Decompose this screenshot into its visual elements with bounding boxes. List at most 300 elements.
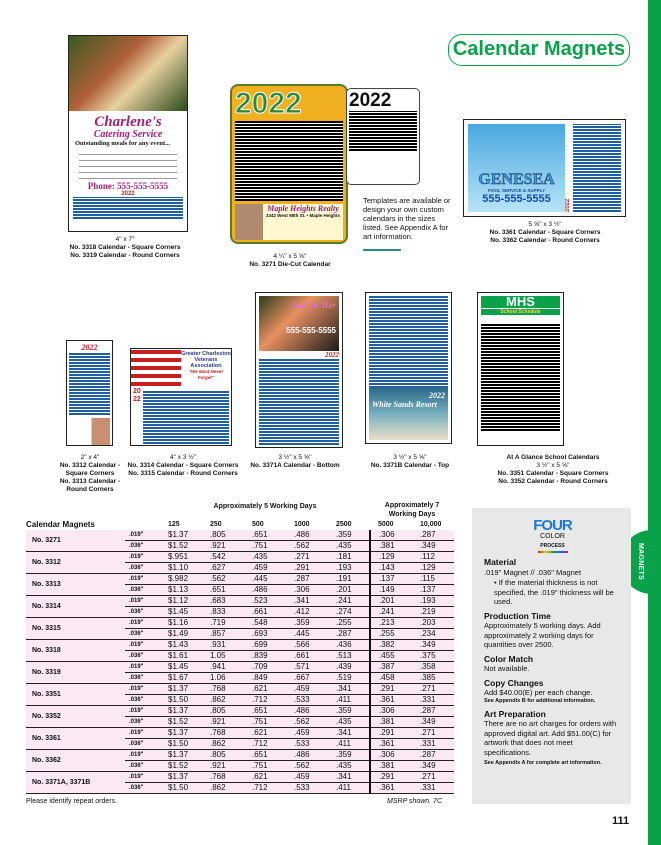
quantity-header: 250 (210, 521, 222, 529)
price-cell: 1.06 (202, 673, 244, 684)
price-cell: .683 (202, 596, 244, 607)
product-number: No. 3312 (26, 552, 125, 574)
color-match-heading: Color Match (484, 653, 534, 664)
price-cell: .455 (370, 651, 412, 662)
price-cell: .627 (202, 563, 244, 574)
price-cell: .143 (370, 563, 412, 574)
price-cell: .857 (202, 629, 244, 640)
product-image-genesea (463, 119, 626, 217)
price-cell: .562 (286, 717, 328, 728)
thickness: .036" (125, 563, 160, 574)
price-cell: $1.67 (160, 673, 202, 684)
price-cell: .712 (244, 783, 286, 794)
price-table (26, 500, 454, 794)
price-cell: $1.50 (160, 695, 202, 706)
material-heading: Material (484, 557, 517, 567)
caption-size: 4 ¼" x 5 ⅝" (273, 253, 307, 260)
templates-note: Templates are available or design your own custom calendars in the sizes listed. See Appendix A for art information. (363, 196, 451, 241)
art-preparation-text: There are no art charges for orders with approved digital art. Add $51.00(C) for artwork that does not meet specifications. (484, 719, 617, 757)
image-text: 2022 (349, 90, 392, 111)
price-cell: .661 (286, 651, 328, 662)
art-preparation-heading: Art Preparation (484, 708, 546, 719)
copy-changes-heading: Copy Changes (484, 677, 544, 688)
price-cell: .768 (202, 772, 244, 783)
price-cell: .712 (244, 695, 286, 706)
price-cell: $1.61 (160, 651, 202, 662)
thickness: .036" (125, 585, 160, 596)
caption-line: No. 3371B Calendar - Top (370, 462, 450, 469)
price-cell: .805 (202, 530, 244, 541)
price-cell: .439 (328, 662, 370, 673)
thickness: .019" (125, 596, 160, 607)
table-row (26, 574, 454, 585)
product-number: No. 3371A, 3371B (26, 772, 125, 794)
price-cell: .921 (202, 541, 244, 552)
price-cell: .219 (412, 607, 454, 618)
caption-line: No. 3361 Calendar - Square Corners (489, 229, 601, 236)
price-cell: .234 (412, 629, 454, 640)
price-cell: .849 (244, 673, 286, 684)
product-image-veterans (130, 348, 232, 446)
product-number: No. 3315 (26, 618, 125, 640)
price-cell: .129 (412, 563, 454, 574)
thickness: .036" (125, 739, 160, 750)
price-cell: .523 (244, 596, 286, 607)
price-cell: 1.05 (202, 651, 244, 662)
image-text: 2022 (429, 391, 445, 400)
price-cell: .533 (286, 783, 328, 794)
thickness: .019" (125, 706, 160, 717)
thickness: .036" (125, 717, 160, 728)
price-cell: .375 (412, 651, 454, 662)
image-text: Phone: 555-555-5555 (87, 181, 169, 191)
caption-line: No. 3352 Calendar - Round Corners (498, 478, 608, 485)
price-cell: .241 (328, 596, 370, 607)
page-number: 111 (612, 815, 630, 827)
caption-size: 2" x 4" (80, 454, 100, 461)
thickness: .036" (125, 651, 160, 662)
table-row (26, 706, 454, 717)
price-cell: .621 (244, 684, 286, 695)
image-text: 2022 (565, 198, 571, 212)
caption-line: No. 3312 Calendar - (59, 462, 121, 469)
price-cell: .359 (286, 618, 328, 629)
price-cell: .341 (286, 596, 328, 607)
product-number: No. 3351 (26, 684, 125, 706)
thickness: .036" (125, 541, 160, 552)
image-text: GENESEA (478, 171, 555, 188)
price-cell: $1.37 (160, 530, 202, 541)
price-cell: $1.45 (160, 607, 202, 618)
caption-line: No. 3313 Calendar - (59, 478, 121, 485)
product-image-maple-heights (230, 84, 348, 244)
image-text: 2022 (133, 388, 141, 403)
price-cell: .271 (286, 552, 328, 563)
price-cell: .862 (202, 739, 244, 750)
price-cell: .661 (244, 607, 286, 618)
product-image-white-sands (365, 292, 452, 444)
price-cell: $1.52 (160, 541, 202, 552)
price-cell: .486 (286, 706, 328, 717)
price-cell: .291 (370, 684, 412, 695)
table-row (26, 530, 454, 541)
price-cell: .751 (244, 541, 286, 552)
price-cell: .129 (370, 552, 412, 563)
table-row (26, 596, 454, 607)
product-image-mhs (477, 292, 564, 446)
price-cell: $1.37 (160, 728, 202, 739)
price-cell: .833 (202, 607, 244, 618)
table-row (26, 618, 454, 629)
image-text: 2342 West 98th St. • Maple Heights (265, 213, 340, 218)
price-cell: .381 (370, 717, 412, 728)
product-number: No. 3352 (26, 706, 125, 728)
price-cell: .411 (328, 695, 370, 706)
price-cell: .693 (244, 629, 286, 640)
price-cell: .306 (286, 585, 328, 596)
price-cell: .255 (370, 629, 412, 640)
material-text: .019" Magnet // .036" Magnet (484, 567, 582, 577)
table-row (26, 662, 454, 673)
price-cell: .287 (328, 629, 370, 640)
table-row (26, 640, 454, 651)
price-cell: .667 (286, 673, 328, 684)
copy-changes-text: Add $40.00(E) per each change. (484, 688, 593, 697)
material-bullet: • If the material thickness is not specified, the .019" thickness will be used. (494, 578, 614, 606)
price-cell: .255 (328, 618, 370, 629)
table-row (26, 552, 454, 563)
price-cell: .805 (202, 706, 244, 717)
price-cell: .291 (370, 772, 412, 783)
price-cell: $1.52 (160, 717, 202, 728)
thickness: .036" (125, 783, 160, 794)
price-cell: .751 (244, 717, 286, 728)
table-row (26, 684, 454, 695)
image-text: POOL SERVICE & SUPPLY (488, 188, 545, 193)
price-cell: .271 (412, 772, 454, 783)
price-cell: .533 (286, 695, 328, 706)
product-caption (345, 454, 475, 470)
price-cell: .533 (286, 739, 328, 750)
thickness: .019" (125, 574, 160, 585)
thickness: .019" (125, 552, 160, 563)
price-cell: .839 (244, 651, 286, 662)
thickness: .019" (125, 662, 160, 673)
image-text: 2022 (235, 87, 302, 120)
price-cell: .571 (286, 662, 328, 673)
caption-size: 4" x 7" (115, 236, 135, 243)
product-image-2x4 (66, 340, 113, 446)
thickness: .036" (125, 761, 160, 772)
price-cell: .361 (370, 695, 412, 706)
caption-line: Square Corners (65, 470, 115, 477)
price-cell: .436 (328, 640, 370, 651)
product-number: No. 3361 (26, 728, 125, 750)
thickness: .019" (125, 618, 160, 629)
group-header-7-days: Approximately 7 Working Days (384, 502, 440, 518)
product-caption (468, 454, 638, 486)
caption-line: No. 3314 Calendar - Square Corners (127, 462, 239, 469)
price-cell: $1.37 (160, 684, 202, 695)
quantity-header: 500 (252, 521, 264, 529)
table-row (26, 728, 454, 739)
production-heading: Production Time (484, 610, 551, 621)
logo-text: COLOR (540, 533, 565, 540)
price-cell: $1.43 (160, 640, 202, 651)
price-cell: .349 (412, 640, 454, 651)
price-cell: .712 (244, 739, 286, 750)
thickness: .036" (125, 695, 160, 706)
quantity-header: 10,000 (420, 521, 442, 529)
price-cell: .445 (244, 574, 286, 585)
price-cell: .149 (370, 585, 412, 596)
price-cell: .566 (286, 640, 328, 651)
price-cell: .651 (244, 750, 286, 761)
price-cell: .562 (202, 574, 244, 585)
price-cell: .213 (370, 618, 412, 629)
divider (363, 249, 401, 251)
product-number: No. 3313 (26, 574, 125, 596)
price-cell: .341 (328, 772, 370, 783)
image-text: School Schedule (481, 309, 560, 315)
table-title: Calendar Magnets (26, 520, 95, 530)
thickness: .036" (125, 673, 160, 684)
price-cell: .358 (412, 662, 454, 673)
price-cell: .805 (202, 750, 244, 761)
price-cell: .562 (286, 541, 328, 552)
image-text: Just for Her (290, 300, 336, 310)
thickness: .019" (125, 640, 160, 651)
caption-line: No. 3318 Calendar - Square Corners (69, 244, 181, 251)
price-cell: .435 (328, 717, 370, 728)
caption-title: At A Glance School Calendars (506, 454, 600, 461)
price-cell: .331 (412, 739, 454, 750)
price-cell: .112 (412, 552, 454, 563)
image-text: MHS (481, 296, 560, 308)
price-cell: .459 (286, 772, 328, 783)
price-cell: .274 (328, 607, 370, 618)
price-cell: $1.13 (160, 585, 202, 596)
price-cell: .115 (412, 574, 454, 585)
price-cell: .137 (370, 574, 412, 585)
price-cell: .435 (244, 552, 286, 563)
price-cell: .621 (244, 772, 286, 783)
image-text: 555-555-5555 (286, 326, 336, 335)
price-cell: .931 (202, 640, 244, 651)
caption-line: No. 3371A Calendar - Bottom (250, 462, 340, 469)
quantity-header: 125 (168, 521, 180, 529)
logo-text: FOUR (533, 517, 572, 534)
group-header-5-days: Approximately 5 Working Days (213, 503, 317, 510)
price-cell: $1.50 (160, 739, 202, 750)
thickness: .019" (125, 750, 160, 761)
product-caption (230, 454, 360, 470)
price-cell: .193 (412, 596, 454, 607)
thickness: .019" (125, 728, 160, 739)
price-cell: $.982 (160, 574, 202, 585)
price-cell: .458 (370, 673, 412, 684)
price-cell: .651 (202, 585, 244, 596)
quantity-header: 5000 (378, 521, 394, 529)
price-cell: .486 (286, 750, 328, 761)
price-cell: .287 (412, 706, 454, 717)
thickness: .036" (125, 607, 160, 618)
product-number: No. 3314 (26, 596, 125, 618)
price-cell: $.951 (160, 552, 202, 563)
price-cell: .459 (286, 684, 328, 695)
price-cell: .201 (328, 585, 370, 596)
caption-line: No. 3271 Die-Cut Calendar (249, 261, 331, 268)
price-cell: .381 (370, 541, 412, 552)
section-tab-label: MAGNETS (637, 543, 644, 581)
price-cell: .621 (244, 728, 286, 739)
price-cell: .548 (244, 618, 286, 629)
price-cell: .287 (412, 530, 454, 541)
price-cell: .411 (328, 783, 370, 794)
price-cell: .306 (370, 706, 412, 717)
product-caption (60, 236, 190, 260)
price-cell: .361 (370, 783, 412, 794)
price-cell: .699 (244, 640, 286, 651)
price-cell: .519 (328, 673, 370, 684)
price-cell: .941 (202, 662, 244, 673)
price-cell: .385 (412, 673, 454, 684)
price-cell: .768 (202, 684, 244, 695)
price-cell: .359 (328, 706, 370, 717)
price-cell: .291 (370, 728, 412, 739)
price-cell: .181 (328, 552, 370, 563)
price-cell: .341 (328, 684, 370, 695)
caption-line: No. 3351 Calendar - Square Corners (497, 470, 609, 477)
price-cell: .359 (328, 530, 370, 541)
price-cell: $1.45 (160, 662, 202, 673)
price-cell: .862 (202, 695, 244, 706)
caption-size: 3 ½" x 5 ⅝" (536, 462, 570, 469)
price-cell: .381 (370, 761, 412, 772)
price-cell: .191 (328, 574, 370, 585)
price-cell: .241 (370, 607, 412, 618)
price-cell: .459 (244, 563, 286, 574)
price-cell: .137 (412, 585, 454, 596)
art-preparation-note: See Appendix A for complete art information. (484, 760, 602, 766)
image-text: "We Must Never Forget" (188, 369, 224, 380)
price-cell: $1.16 (160, 618, 202, 629)
product-info-panel (472, 508, 631, 804)
table-row (26, 772, 454, 783)
product-image-just-for-her (255, 292, 343, 448)
product-number: No. 3362 (26, 750, 125, 772)
price-cell: $1.10 (160, 563, 202, 574)
price-cell: $1.37 (160, 750, 202, 761)
image-text: 555-555-5555 (482, 193, 551, 205)
color-match-text: Not available. (484, 664, 530, 673)
material-bullet-text: If the material thickness is not specified, the .019" thickness will be used. (494, 578, 614, 606)
price-cell: .751 (244, 761, 286, 772)
image-text: White Sands Resort (372, 400, 437, 409)
price-cell: .361 (370, 739, 412, 750)
caption-size: 4" x 3 ½" (170, 454, 196, 461)
price-cell: .768 (202, 728, 244, 739)
price-cell: .542 (202, 552, 244, 563)
price-cell: .306 (370, 750, 412, 761)
price-cell: .411 (328, 739, 370, 750)
price-cell: .435 (328, 761, 370, 772)
quantity-header: 2500 (336, 521, 352, 529)
section-color-strip (648, 0, 661, 845)
price-cell: $1.52 (160, 761, 202, 772)
image-text: 2022 (121, 191, 135, 197)
caption-line: Round Corners (66, 486, 114, 493)
price-cell: .349 (412, 541, 454, 552)
price-cell: .331 (412, 783, 454, 794)
image-text: Catering Service (93, 129, 163, 140)
product-number: No. 3319 (26, 662, 125, 684)
price-cell: .341 (328, 728, 370, 739)
image-text: Maple Heights Realty (267, 204, 339, 213)
price-cell: .412 (286, 607, 328, 618)
price-cell: .445 (286, 629, 328, 640)
thickness: .019" (125, 530, 160, 541)
price-cell: .203 (412, 618, 454, 629)
price-cell: .287 (412, 750, 454, 761)
caption-size: 5 ⅝" x 3 ½" (528, 221, 562, 228)
price-cell: .921 (202, 761, 244, 772)
msrp-note: MSRP shown. 7C (387, 798, 442, 805)
price-cell: .271 (412, 684, 454, 695)
price-cell: .562 (286, 761, 328, 772)
price-cell: .921 (202, 717, 244, 728)
product-caption (475, 221, 615, 245)
production-text: Approximately 5 working days. Add approximately 2 working days for quantities over 2500. (484, 621, 601, 649)
price-cell: .287 (286, 574, 328, 585)
price-cell: .359 (328, 750, 370, 761)
caption-size: 3 ½" x 5 ⅝" (278, 454, 312, 461)
product-number: No. 3271 (26, 530, 125, 552)
page-title: Calendar Magnets (448, 34, 630, 66)
image-text: 2022 (81, 343, 98, 352)
thickness: .019" (125, 684, 160, 695)
price-cell: .862 (202, 783, 244, 794)
price-cell: .651 (244, 530, 286, 541)
image-text: Charlene's (94, 114, 162, 130)
price-cell: .349 (412, 717, 454, 728)
price-cell: $1.37 (160, 706, 202, 717)
caption-line: No. 3362 Calendar - Round Corners (490, 237, 600, 244)
product-number: No. 3318 (26, 640, 125, 662)
price-cell: .382 (370, 640, 412, 651)
price-cell: $1.50 (160, 783, 202, 794)
image-text: 2022 (325, 351, 339, 359)
price-cell: .306 (370, 530, 412, 541)
price-cell: .513 (328, 651, 370, 662)
caption-line: No. 3315 Calendar - Round Corners (128, 470, 238, 477)
price-cell: .291 (286, 563, 328, 574)
logo-text: PROCESS (540, 543, 565, 549)
price-cell: $1.12 (160, 596, 202, 607)
caption-line: No. 3319 Calendar - Round Corners (70, 252, 180, 259)
price-cell: .349 (412, 761, 454, 772)
caption-size: 3 ½" x 5 ⅝" (393, 454, 427, 461)
price-cell: .486 (286, 530, 328, 541)
price-cell: .486 (244, 585, 286, 596)
price-cell: .709 (244, 662, 286, 673)
product-caption (220, 253, 360, 269)
product-caption (118, 454, 248, 478)
price-cell: .719 (202, 618, 244, 629)
price-cell: .459 (286, 728, 328, 739)
price-cell: .271 (412, 728, 454, 739)
repeat-orders-note: Please identify repeat orders. (26, 798, 118, 805)
